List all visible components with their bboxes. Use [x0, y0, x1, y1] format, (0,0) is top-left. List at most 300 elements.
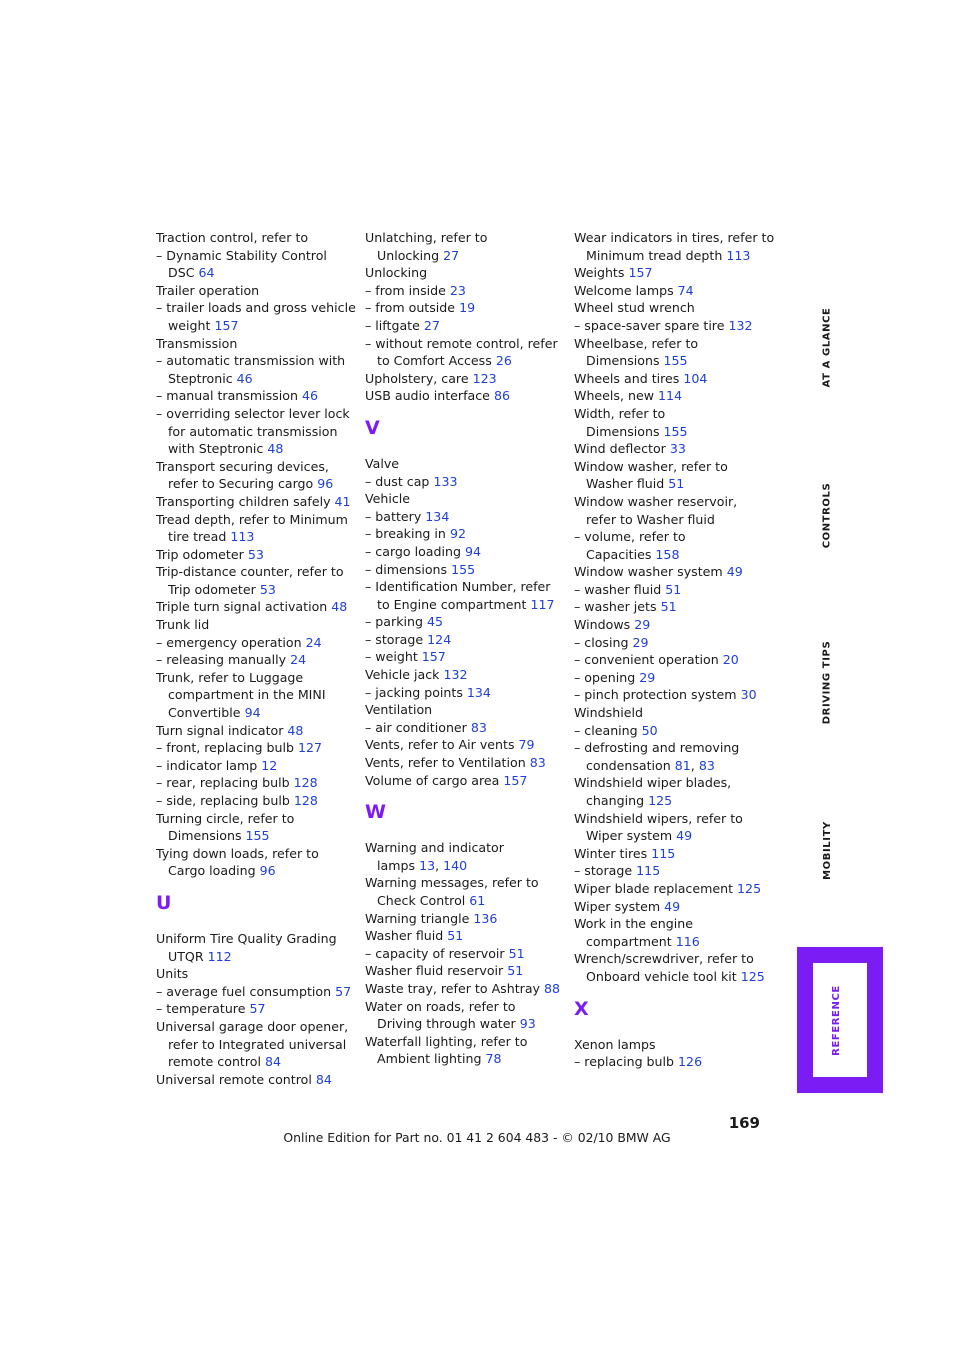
index-term: – emergency operation [156, 634, 302, 650]
page-link[interactable]: 126 [678, 1054, 703, 1070]
page-link[interactable]: 92 [449, 526, 466, 542]
page-link[interactable]: 81 [674, 757, 691, 773]
index-entry [574, 598, 770, 616]
index-entry [574, 810, 770, 828]
index-entry [574, 405, 770, 423]
page-link[interactable]: 24 [305, 634, 322, 650]
index-term: – jacking points [365, 684, 463, 700]
page-link[interactable]: 93 [519, 1016, 536, 1032]
index-entry [365, 927, 561, 945]
index-entry [156, 546, 352, 564]
page-link[interactable]: 140 [443, 857, 468, 873]
index-term: Wiper system [586, 828, 673, 844]
index-entry [365, 839, 561, 857]
page-link[interactable]: 155 [245, 828, 270, 844]
page-link[interactable]: 115 [651, 845, 676, 861]
index-entry [574, 669, 770, 687]
page-link[interactable]: 51 [668, 476, 685, 492]
index-entry [156, 1071, 352, 1089]
index-entry [156, 475, 352, 493]
page-link[interactable]: 132 [443, 667, 468, 683]
index-entry: lamps 13, 140 [377, 857, 468, 873]
footer-edition-note: Online Edition for Part no. 01 41 2 604 483 - © 02/10 BMW AG [283, 1130, 671, 1145]
page-link[interactable]: 57 [335, 983, 352, 999]
page-link[interactable]: 157 [421, 649, 446, 665]
page-link[interactable]: 94 [465, 543, 482, 559]
page-link[interactable]: 27 [423, 317, 440, 333]
index-term: Turning circle, refer to [156, 810, 295, 826]
index-entry [156, 335, 352, 353]
index-term: – automatic transmission with [156, 353, 346, 369]
page-link[interactable]: 53 [247, 546, 264, 562]
index-term: Wear indicators in tires, refer to [574, 230, 775, 245]
index-entry [365, 736, 561, 754]
index-term: – side, replacing bulb [156, 793, 290, 808]
side-tab-mobility[interactable] [812, 810, 842, 890]
index-term: Trip odometer [156, 546, 244, 562]
page-link[interactable]: 113 [230, 529, 255, 545]
index-term: Onboard vehicle tool kit [586, 968, 737, 984]
index-term: – liftgate [365, 317, 420, 333]
index-term: – Identification Number, refer [365, 579, 551, 595]
page-link[interactable]: 83 [529, 755, 546, 771]
page-link[interactable]: 123 [472, 370, 497, 386]
page-link[interactable]: 83 [470, 719, 487, 735]
index-term: Vehicle jack [365, 667, 440, 683]
page-link[interactable]: 49 [676, 828, 693, 844]
page-link[interactable]: 113 [726, 247, 751, 263]
index-entry [156, 930, 352, 948]
index-term: – without remote control, refer [365, 335, 558, 351]
index-entry [574, 862, 770, 880]
page-link[interactable]: 51 [665, 581, 682, 597]
index-entry [574, 950, 770, 968]
index-entry [156, 983, 352, 1001]
index-entry [156, 686, 352, 704]
page-link[interactable]: 20 [722, 652, 739, 668]
index-term: to Comfort Access [377, 353, 492, 369]
page-link[interactable]: 29 [632, 634, 649, 650]
index-entry [365, 1033, 561, 1051]
page-link[interactable]: 125 [648, 793, 673, 808]
index-entry [156, 352, 352, 370]
page-link[interactable]: 29 [639, 669, 656, 685]
side-tab-label: MOBILITY [821, 820, 833, 880]
page-link[interactable]: 157 [503, 772, 528, 788]
index-term: Work in the engine [574, 916, 694, 932]
page-link[interactable]: 125 [737, 880, 762, 896]
index-term: Steptronic [168, 370, 233, 386]
side-tab-label: CONTROLS [821, 482, 833, 548]
index-term: – manual transmission [156, 388, 298, 404]
page-link[interactable]: 115 [636, 863, 661, 879]
index-term: – replacing bulb [574, 1054, 675, 1070]
index-term: Convertible [168, 705, 241, 721]
page-link[interactable]: 88 [544, 980, 561, 996]
index-term: Turn signal indicator [156, 722, 284, 738]
page-link[interactable]: 124 [427, 631, 452, 647]
index-entry [574, 546, 770, 564]
index-entry [156, 598, 352, 616]
page-link[interactable]: 23 [449, 282, 466, 298]
page-link[interactable]: 48 [267, 441, 284, 457]
index-entry [365, 631, 561, 649]
index-entry [365, 335, 561, 353]
page-link[interactable]: 158 [655, 546, 680, 562]
index-entry [156, 370, 352, 388]
index-entry [365, 578, 561, 596]
index-letter-heading: X [574, 997, 589, 1020]
index-term: Vehicle [365, 491, 411, 507]
index-term: – pinch protection system [574, 687, 737, 703]
page-link[interactable]: 33 [669, 441, 686, 457]
index-entry [574, 229, 775, 247]
index-entry [574, 722, 770, 740]
page-link[interactable]: 155 [663, 423, 688, 439]
page-link[interactable]: 29 [634, 617, 651, 633]
index-term: Xenon lamps [574, 1036, 656, 1052]
index-term: Width, refer to [574, 405, 666, 421]
page-link[interactable]: 94 [244, 705, 261, 721]
index-term: Trailer operation [156, 282, 260, 298]
index-term: – washer jets [574, 599, 657, 615]
index-entry [156, 1036, 352, 1054]
index-term: Dimensions [586, 353, 660, 369]
page-link[interactable]: 61 [469, 893, 486, 908]
side-tab-at-a-glance[interactable] [812, 300, 842, 395]
page-link[interactable]: 128 [293, 775, 318, 791]
page-link[interactable]: 57 [249, 1001, 266, 1017]
index-entry [156, 616, 352, 634]
index-entry [156, 1053, 352, 1071]
index-term: Windshield wiper blades, [574, 775, 732, 791]
index-term: DSC [168, 265, 195, 281]
page-link[interactable]: 50 [641, 722, 658, 738]
index-term: – storage [365, 631, 424, 647]
index-letter-heading: W [365, 801, 386, 824]
index-term: Window washer, refer to [574, 458, 728, 474]
page-link[interactable]: 79 [518, 737, 535, 753]
page-link[interactable]: 86 [493, 388, 510, 404]
index-entry [365, 1050, 561, 1068]
page-link[interactable]: 136 [473, 910, 498, 926]
index-term: Trip-distance counter, refer to [156, 564, 344, 580]
index-entry [365, 247, 561, 265]
index-entry [365, 543, 561, 561]
page-link[interactable]: 51 [447, 928, 464, 944]
index-entry [156, 792, 352, 810]
index-term: Cargo loading [168, 863, 256, 879]
index-entry [365, 613, 561, 631]
index-entry [574, 299, 770, 317]
page-link[interactable]: 51 [507, 963, 524, 979]
index-entry [156, 634, 352, 652]
index-term: Traction control, refer to [156, 230, 309, 245]
index-term: Tying down loads, refer to [156, 845, 319, 861]
index-entry [365, 701, 561, 719]
page-link[interactable]: 48 [287, 722, 304, 738]
index-term: – storage [574, 863, 633, 879]
index-term: Universal remote control [156, 1071, 312, 1087]
index-entry [574, 1036, 770, 1054]
index-entry [574, 282, 770, 300]
index-entry [365, 648, 561, 666]
index-entry [156, 722, 352, 740]
index-term: – closing [574, 634, 629, 650]
index-entry [574, 440, 770, 458]
index-entry [156, 511, 352, 529]
page-link[interactable]: 27 [443, 247, 460, 263]
index-entry [156, 440, 352, 458]
index-entry [365, 387, 561, 405]
index-entry [365, 754, 561, 772]
page-link[interactable]: 96 [259, 863, 276, 879]
index-entry [156, 493, 352, 511]
index-term: Unlocking [365, 265, 428, 281]
index-entry [156, 229, 352, 247]
index-entry [574, 616, 770, 634]
index-term: Warning triangle [365, 910, 470, 926]
index-entry [365, 892, 561, 910]
index-entry [156, 528, 352, 546]
index-term: tire tread [168, 529, 227, 545]
index-entry [365, 1015, 561, 1033]
index-term: Washer fluid reservoir [365, 963, 504, 979]
index-term: Window washer reservoir, [574, 493, 738, 509]
index-term: UTQR [168, 948, 204, 964]
index-term: – overriding selector lever lock [156, 405, 350, 421]
index-entry [574, 370, 770, 388]
index-entry [365, 684, 561, 702]
index-entry [365, 455, 561, 473]
page-number: 169 [728, 1114, 760, 1132]
side-tab-label: REFERENCE [830, 984, 842, 1056]
index-entry [365, 490, 561, 508]
page-link[interactable]: 157 [214, 317, 239, 333]
index-entry [574, 880, 770, 898]
index-entry [365, 874, 561, 892]
index-entry [365, 666, 561, 684]
page-link[interactable]: 116 [675, 933, 700, 949]
index-term: Dimensions [586, 423, 660, 439]
index-entry [156, 757, 352, 775]
index-entry [574, 475, 770, 493]
index-term: – rear, replacing bulb [156, 775, 290, 791]
index-term: – weight [365, 649, 418, 665]
index-entry [574, 528, 770, 546]
index-term: Unlatching, refer to [365, 230, 488, 245]
index-term: remote control [168, 1054, 261, 1070]
page-link[interactable]: 84 [315, 1071, 332, 1087]
index-term: Transport securing devices, [156, 458, 329, 474]
page-link[interactable]: 83 [698, 757, 715, 773]
index-term: – opening [574, 669, 636, 685]
page-link[interactable]: 53 [259, 581, 276, 597]
page-link[interactable]: 45 [426, 614, 444, 630]
index-term: – defrosting and removing [574, 740, 740, 756]
page-link[interactable]: 78 [485, 1051, 502, 1067]
index-entry [574, 651, 770, 669]
index-term: refer to Integrated universal [168, 1036, 347, 1052]
index-entry [574, 458, 770, 476]
index-term: – releasing manually [156, 652, 287, 668]
page-link[interactable]: 112 [207, 948, 232, 964]
index-term: condensation [586, 757, 671, 773]
index-entry [574, 898, 770, 916]
index-term: Uniform Tire Quality Grading [156, 930, 337, 946]
page-link[interactable]: 41 [334, 493, 351, 509]
index-term: – from inside [365, 282, 446, 298]
index-entry [365, 772, 561, 790]
page-link[interactable]: 13 [419, 857, 436, 873]
index-term: – breaking in [365, 526, 446, 542]
index-term: changing [586, 793, 645, 808]
page-link[interactable]: 74 [677, 282, 694, 298]
page-link[interactable]: 125 [740, 968, 765, 984]
index-entry [156, 264, 352, 282]
index-entry [574, 968, 770, 986]
index-term: Wheel stud wrench [574, 300, 695, 316]
page-link[interactable]: 84 [264, 1054, 282, 1070]
page-link[interactable]: 49 [664, 898, 681, 914]
index-entry [156, 948, 352, 966]
index-term: Tread depth, refer to Minimum [156, 511, 348, 527]
index-term: – convenient operation [574, 652, 719, 668]
index-entry [574, 704, 770, 722]
index-entry [574, 423, 770, 441]
page-link[interactable]: 134 [425, 508, 450, 524]
index-term: Trip odometer [168, 581, 256, 597]
index-entry [156, 299, 356, 317]
index-term: Waste tray, refer to Ashtray [365, 980, 541, 996]
index-term: Transporting children safely [156, 493, 331, 509]
index-entry [156, 1000, 352, 1018]
page-link[interactable]: 12 [261, 757, 278, 773]
side-tab-label: AT A GLANCE [821, 307, 833, 388]
index-entry [365, 561, 561, 579]
index-column-1 [156, 229, 356, 1088]
index-term: Waterfall lighting, refer to [365, 1033, 528, 1049]
side-tab-driving-tips[interactable] [812, 635, 842, 730]
index-entry [365, 962, 561, 980]
index-term: Wrench/screwdriver, refer to [574, 951, 754, 967]
page-link[interactable]: 117 [530, 596, 555, 612]
index-term: Dimensions [168, 828, 242, 844]
page-link[interactable]: 26 [495, 353, 512, 369]
index-entry [156, 282, 352, 300]
index-entry [365, 998, 561, 1016]
index-entry [365, 508, 561, 526]
index-term: Capacities [586, 546, 652, 562]
index-entry [156, 862, 352, 880]
index-entry [365, 229, 561, 247]
page-link[interactable]: 132 [728, 317, 753, 333]
index-entry [156, 1018, 352, 1036]
index-term: Check Control [377, 893, 466, 908]
index-entry [574, 335, 770, 353]
page-link[interactable]: 64 [198, 265, 215, 281]
index-entry [574, 827, 770, 845]
index-entry [574, 247, 770, 265]
index-entry [365, 596, 561, 614]
page-link[interactable]: 48 [331, 599, 348, 615]
index-term: Washer fluid [365, 928, 444, 944]
page-link[interactable]: 19 [459, 300, 476, 316]
index-term: Wiper blade replacement [574, 880, 734, 896]
index-entry [574, 686, 770, 704]
index-term: – cleaning [574, 722, 638, 738]
index-entry [156, 423, 352, 441]
index-entry [156, 774, 352, 792]
index-term: – battery [365, 508, 422, 524]
index-term: for automatic transmission [168, 423, 338, 439]
index-term: – average fuel consumption [156, 983, 332, 999]
index-term: lamps [377, 857, 416, 873]
page-link[interactable]: 155 [451, 561, 476, 577]
index-entry: condensation 81, 83 [586, 757, 715, 773]
page-link[interactable]: 155 [663, 353, 688, 369]
index-entry [365, 945, 561, 963]
index-term: Wheels and tires [574, 370, 680, 386]
index-term: Weights [574, 265, 625, 281]
index-term: Washer fluid [586, 476, 665, 492]
page-link[interactable]: 157 [628, 265, 653, 281]
index-letter-heading: V [365, 416, 380, 439]
index-entry [156, 458, 352, 476]
index-term: Windshield [574, 705, 643, 721]
side-tab-controls[interactable] [812, 470, 842, 560]
page-link[interactable]: 128 [293, 793, 318, 808]
index-term: Window washer system [574, 564, 723, 580]
index-entry [156, 965, 352, 983]
index-term: Water on roads, refer to [365, 998, 516, 1014]
page-link[interactable]: 51 [660, 599, 677, 615]
page-link[interactable]: 46 [236, 370, 253, 386]
index-term: – from outside [365, 300, 456, 316]
index-entry [365, 352, 561, 370]
index-term: refer to Securing cargo [168, 476, 314, 492]
index-term: – parking [365, 614, 423, 630]
page-link[interactable]: 104 [683, 370, 708, 386]
index-term: Windows [574, 617, 631, 633]
index-term: Transmission [156, 335, 238, 351]
index-entry [574, 1053, 770, 1071]
page-link[interactable]: 134 [466, 684, 491, 700]
index-term: to Engine compartment [377, 596, 527, 612]
index-term: Ventilation [365, 702, 433, 718]
page-link[interactable]: 51 [508, 945, 525, 961]
side-tab-reference-active[interactable] [797, 947, 883, 1093]
page-link[interactable]: 133 [433, 473, 458, 489]
index-term: Windshield wipers, refer to [574, 810, 743, 826]
index-term: – dust cap [365, 473, 430, 489]
index-entry [156, 810, 352, 828]
page-link[interactable]: 49 [726, 564, 743, 580]
index-entry [574, 792, 770, 810]
index-term: – front, replacing bulb [156, 740, 294, 756]
index-term: Unlocking [377, 247, 440, 263]
page-link[interactable]: 30 [740, 687, 757, 703]
index-term: refer to Washer fluid [586, 511, 715, 527]
index-entry [574, 739, 770, 757]
index-term: compartment in the MINI [168, 687, 326, 703]
page-link[interactable]: 96 [317, 476, 334, 492]
page-link[interactable]: 127 [298, 740, 323, 756]
index-entry [574, 581, 770, 599]
page-link[interactable]: 114 [658, 388, 683, 404]
page-link[interactable]: 24 [290, 652, 307, 668]
page-link[interactable]: 46 [301, 388, 318, 404]
